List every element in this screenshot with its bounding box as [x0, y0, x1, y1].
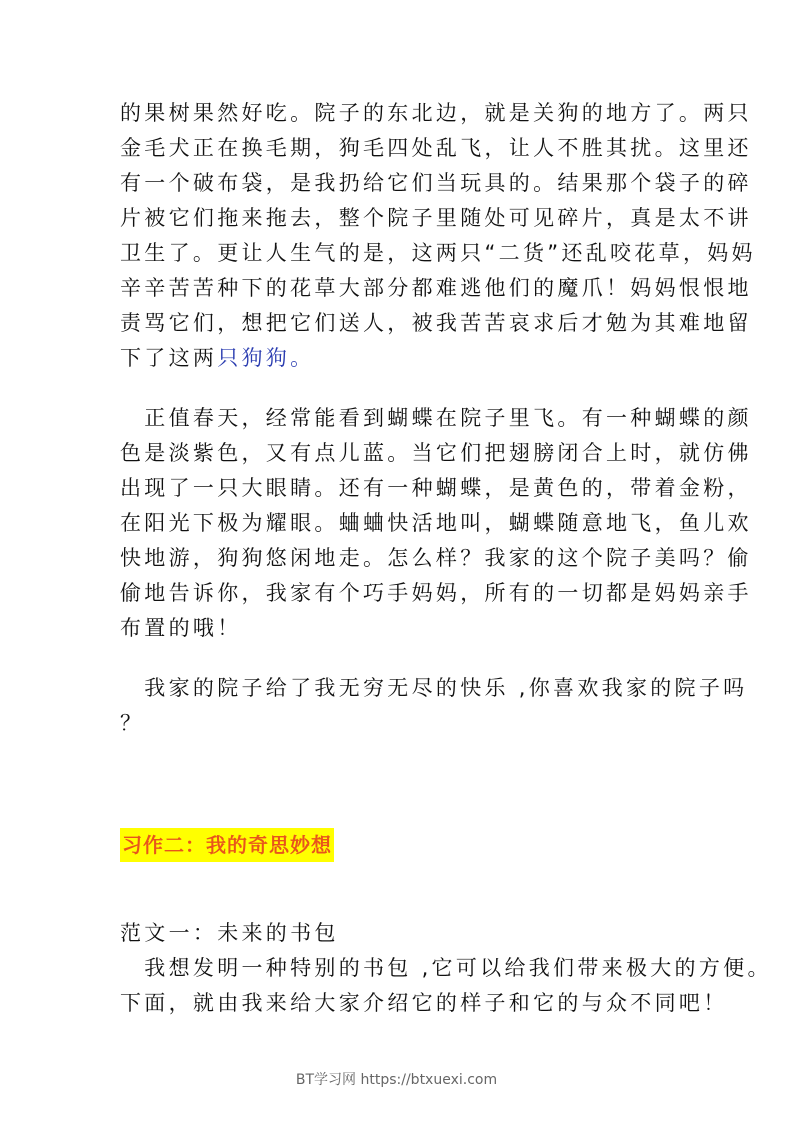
essay-body-line: 下面，就由我来给大家介绍它的样子和它的与众不同吧！ — [120, 991, 728, 1015]
section-heading: 习作二：我的奇思妙想 — [120, 828, 334, 862]
paragraph-3-line: ？ — [120, 711, 145, 735]
paragraph-2-line: 出现了一只大眼睛。还有一种蝴蝶，是黄色的，带着金粉， — [120, 476, 752, 500]
essay-body-line: 我想发明一种特别的书包 ,它可以给我们带来极大的方便。 — [120, 956, 772, 980]
paragraph-2-line: 偷地告诉你，我家有个巧手妈妈，所有的一切都是妈妈亲手 — [120, 581, 752, 605]
paragraph-2-line: 布置的哦！ — [120, 616, 242, 640]
paragraph-3-line: 我家的院子给了我无穷无尽的快乐 ,你喜欢我家的院子吗 — [120, 676, 748, 700]
paragraph-1-line: 有一个破布袋，是我扔给它们当玩具的。结果那个袋子的碎 — [120, 171, 752, 195]
paragraph-1-line: 的果树果然好吃。院子的东北边，就是关狗的地方了。两只 — [120, 101, 752, 125]
paragraph-2-line: 在阳光下极为耀眼。蛐蛐快活地叫，蝴蝶随意地飞，鱼儿欢 — [120, 511, 752, 535]
paragraph-2-line: 正值春天，经常能看到蝴蝶在院子里飞。有一种蝴蝶的颜 — [120, 406, 752, 430]
paragraph-1-line — [120, 345, 314, 371]
paragraph-1-text: 下了这两 — [120, 346, 218, 370]
paragraph-1-line: 金毛犬正在换毛期，狗毛四处乱飞，让人不胜其扰。这里还 — [120, 136, 752, 160]
essay-title: 范文一：未来的书包 — [120, 921, 339, 945]
paragraph-1-line: 卫生了。更让人生气的是，这两只“二货”还乱咬花草，妈妈 — [120, 241, 756, 265]
paragraph-2-line: 快地游，狗狗悠闲地走。怎么样？我家的这个院子美吗？偷 — [120, 546, 752, 570]
footer-watermark: BT学习网 https://btxuexi.com — [295, 1072, 498, 1088]
paragraph-1-line: 片被它们拖来拖去，整个院子里随处可见碎片，真是太不讲 — [120, 206, 752, 230]
paragraph-2-line: 色是淡紫色，又有点儿蓝。当它们把翅膀闭合上时，就仿佛 — [120, 441, 752, 465]
paragraph-1-line: 责骂它们，想把它们送人，被我苦苦哀求后才勉为其难地留 — [120, 311, 752, 335]
paragraph-1-line: 辛辛苦苦种下的花草大部分都难逃他们的魔爪！妈妈恨恨地 — [120, 276, 752, 300]
highlighted-text: 只狗狗。 — [217, 346, 315, 370]
